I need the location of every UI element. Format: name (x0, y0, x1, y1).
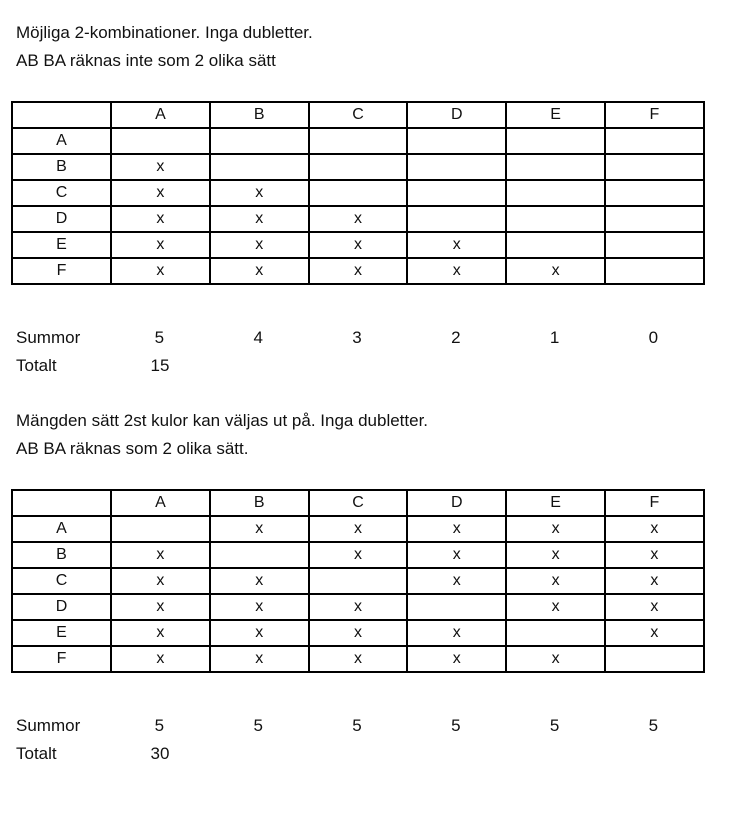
sum-value: 5 (549, 716, 560, 735)
combinations-table (11, 101, 705, 285)
sum-value: 2 (451, 328, 461, 347)
table-cell: x (309, 206, 408, 232)
table-cell: x (407, 232, 506, 258)
table-cell (210, 154, 309, 180)
column-header-f: F (605, 490, 704, 516)
section1-heading-line2: AB BA räknas inte som 2 olika sätt (16, 51, 276, 70)
table-cell (407, 154, 506, 180)
section1-heading-line1: Möjliga 2-kombinationer. Inga dubletter. (16, 23, 313, 42)
table-cell: x (309, 258, 408, 284)
table-row (12, 516, 704, 542)
column-header-b: B (210, 102, 309, 128)
sums-label: Summor (16, 716, 81, 735)
table-cell: x (210, 568, 309, 594)
sum-value: 5 (253, 716, 263, 735)
column-header-c: C (309, 490, 408, 516)
table-cell (407, 128, 506, 154)
table-cell: x (506, 258, 605, 284)
section2-heading-line2: AB BA räknas som 2 olika sätt. (16, 439, 249, 458)
table-cell (506, 128, 605, 154)
column-header-c: C (309, 102, 408, 128)
table-cell: x (210, 180, 309, 206)
row-header-d: D (12, 594, 111, 620)
table-cell: x (407, 620, 506, 646)
row-header-b: B (12, 154, 111, 180)
table-cell: x (605, 568, 704, 594)
sum-value: 5 (154, 328, 165, 347)
total-value: 30 (150, 744, 170, 763)
sum-value: 1 (549, 328, 560, 347)
table-cell: x (605, 620, 704, 646)
table-cell: x (210, 206, 309, 232)
column-header-d: D (407, 490, 506, 516)
row-header-d: D (12, 206, 111, 232)
table-cell (605, 258, 704, 284)
table-cell: x (210, 620, 309, 646)
table-row (12, 568, 704, 594)
table-cell (605, 646, 704, 672)
table-cell: x (605, 542, 704, 568)
table-cell: x (210, 516, 309, 542)
table-cell: x (309, 516, 408, 542)
table-cell (407, 594, 506, 620)
row-header-c: C (12, 568, 111, 594)
table-cell: x (407, 258, 506, 284)
sums-label: Summor (16, 328, 81, 347)
table-cell: x (407, 646, 506, 672)
table-cell: x (111, 620, 210, 646)
column-header-a: A (111, 102, 210, 128)
table-cell (506, 232, 605, 258)
table-row (12, 232, 704, 258)
table-cell: x (506, 568, 605, 594)
column-header-e: E (506, 490, 605, 516)
row-header-b: B (12, 542, 111, 568)
sum-value: 0 (648, 328, 659, 347)
table-cell: x (407, 542, 506, 568)
row-header-e: E (12, 620, 111, 646)
corner-cell (12, 102, 111, 128)
table-cell: x (506, 646, 605, 672)
table-cell (111, 516, 210, 542)
column-header-d: D (407, 102, 506, 128)
section1-total-row (16, 356, 716, 376)
row-header-a: A (12, 128, 111, 154)
table-cell: x (506, 594, 605, 620)
corner-cell (12, 490, 111, 516)
table-cell: x (506, 516, 605, 542)
total-value: 15 (150, 356, 170, 375)
table-cell: x (111, 568, 210, 594)
table-cell (506, 154, 605, 180)
column-header-b: B (210, 490, 309, 516)
table-cell: x (309, 594, 408, 620)
total-label: Totalt (16, 356, 57, 375)
row-header-a: A (12, 516, 111, 542)
table-cell: x (111, 594, 210, 620)
table-cell (309, 180, 408, 206)
section2-total-row (16, 744, 716, 764)
section2-sums-row (16, 716, 716, 736)
table-cell: x (111, 232, 210, 258)
sum-value: 5 (352, 716, 362, 735)
table-row (12, 258, 704, 284)
table-cell: x (605, 516, 704, 542)
row-header-e: E (12, 232, 111, 258)
table-cell: x (111, 206, 210, 232)
table-cell: x (210, 232, 309, 258)
table-cell (111, 128, 210, 154)
section2-heading-line1: Mängden sätt 2st kulor kan väljas ut på. Inga dubletter. (16, 411, 429, 430)
table-row (12, 620, 704, 646)
table-cell (407, 206, 506, 232)
permutations-table (11, 489, 705, 673)
row-header-f: F (12, 646, 111, 672)
table-cell (605, 232, 704, 258)
table-cell (506, 206, 605, 232)
sum-value: 5 (648, 716, 659, 735)
table-cell (506, 620, 605, 646)
table-cell: x (111, 180, 210, 206)
table-cell (407, 180, 506, 206)
column-header-e: E (506, 102, 605, 128)
total-label: Totalt (16, 744, 57, 763)
table-cell (605, 206, 704, 232)
table-cell: x (210, 594, 309, 620)
table-row (12, 154, 704, 180)
table-row (12, 206, 704, 232)
table-cell (605, 154, 704, 180)
table-cell (210, 128, 309, 154)
table-cell (309, 154, 408, 180)
table-cell: x (309, 646, 408, 672)
table-cell (506, 180, 605, 206)
sum-value: 3 (352, 328, 362, 347)
row-header-f: F (12, 258, 111, 284)
table-cell: x (309, 232, 408, 258)
table-cell: x (111, 258, 210, 284)
table-cell (605, 128, 704, 154)
sum-value: 5 (154, 716, 165, 735)
table-row (12, 594, 704, 620)
section1-sums-row (16, 328, 716, 348)
header-row (12, 102, 704, 128)
sum-value: 4 (253, 328, 263, 347)
table-cell (605, 180, 704, 206)
column-header-a: A (111, 490, 210, 516)
row-header-c: C (12, 180, 111, 206)
table-cell: x (309, 620, 408, 646)
header-row (12, 490, 704, 516)
table-cell: x (506, 542, 605, 568)
table-row (12, 128, 704, 154)
table-row (12, 180, 704, 206)
sum-value: 5 (451, 716, 461, 735)
table-cell (309, 128, 408, 154)
table-cell (309, 568, 408, 594)
table-cell: x (210, 258, 309, 284)
table-cell: x (309, 542, 408, 568)
table-cell: x (111, 154, 210, 180)
table-cell: x (407, 516, 506, 542)
table-row (12, 542, 704, 568)
column-header-f: F (605, 102, 704, 128)
table-cell: x (407, 568, 506, 594)
table-cell: x (210, 646, 309, 672)
table-cell: x (111, 542, 210, 568)
table-cell: x (111, 646, 210, 672)
table-cell: x (605, 594, 704, 620)
table-row (12, 646, 704, 672)
table-cell (210, 542, 309, 568)
